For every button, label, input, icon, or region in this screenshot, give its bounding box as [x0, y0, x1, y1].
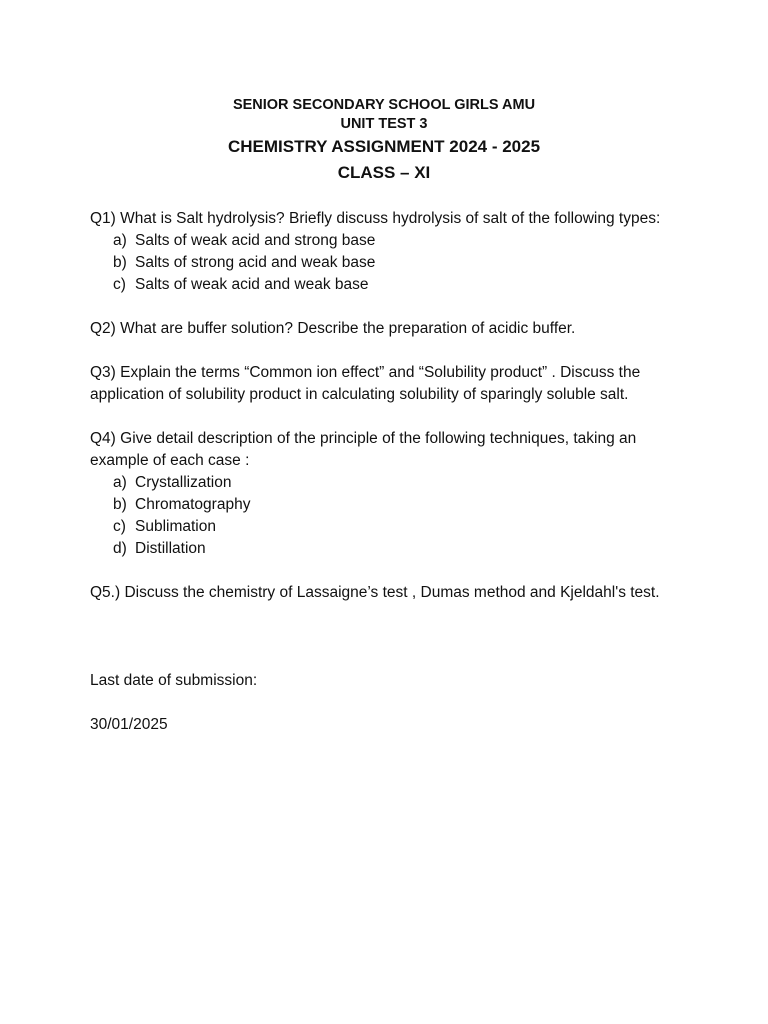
option-letter: c) — [113, 276, 126, 293]
option-list — [90, 472, 678, 560]
option-item — [113, 538, 678, 560]
question-3 — [90, 362, 678, 406]
option-text: Salts of weak acid and strong base — [135, 232, 376, 249]
question-4 — [90, 428, 678, 560]
submission-label: Last date of submission: — [90, 672, 258, 689]
submission-date: 30/01/2025 — [90, 716, 168, 733]
option-item — [113, 252, 678, 274]
option-item — [113, 230, 678, 252]
option-letter: d) — [113, 540, 127, 557]
blank-space — [90, 626, 678, 670]
question-text: Q3) Explain the terms “Common ion effect” and “Solubility product” . Discuss the application of solubility product in calculating solubility of sparingly soluble salt. — [90, 364, 641, 403]
option-item — [113, 472, 678, 494]
option-letter: b) — [113, 254, 127, 271]
option-item — [113, 274, 678, 296]
option-text: Salts of strong acid and weak base — [135, 254, 376, 271]
option-letter: b) — [113, 496, 127, 513]
option-text: Chromatography — [135, 496, 251, 513]
option-letter: c) — [113, 518, 126, 535]
question-2 — [90, 318, 678, 340]
document-header — [90, 96, 678, 186]
option-text: Sublimation — [135, 518, 216, 535]
question-text: Q2) What are buffer solution? Describe the preparation of acidic buffer. — [90, 320, 576, 337]
question-text: Q5.) Discuss the chemistry of Lassaigne’s test , Dumas method and Kjeldahl's test. — [90, 584, 660, 601]
option-text: Crystallization — [135, 474, 232, 491]
option-list — [90, 230, 678, 296]
question-text: Q1) What is Salt hydrolysis? Briefly discuss hydrolysis of salt of the following types: — [90, 210, 661, 227]
class-label: CLASS – XI — [337, 163, 431, 182]
option-item — [113, 516, 678, 538]
test-name: UNIT TEST 3 — [340, 116, 428, 132]
question-5 — [90, 582, 678, 604]
option-text: Distillation — [135, 540, 206, 557]
assignment-title: CHEMISTRY ASSIGNMENT 2024 - 2025 — [227, 137, 541, 156]
school-name: SENIOR SECONDARY SCHOOL GIRLS AMU — [232, 97, 536, 113]
option-letter: a) — [113, 232, 127, 249]
option-text: Salts of weak acid and weak base — [135, 276, 369, 293]
option-item — [113, 494, 678, 516]
option-letter: a) — [113, 474, 127, 491]
question-1 — [90, 208, 678, 296]
question-text: Q4) Give detail description of the principle of the following techniques, taking an example of each case : — [90, 430, 637, 469]
